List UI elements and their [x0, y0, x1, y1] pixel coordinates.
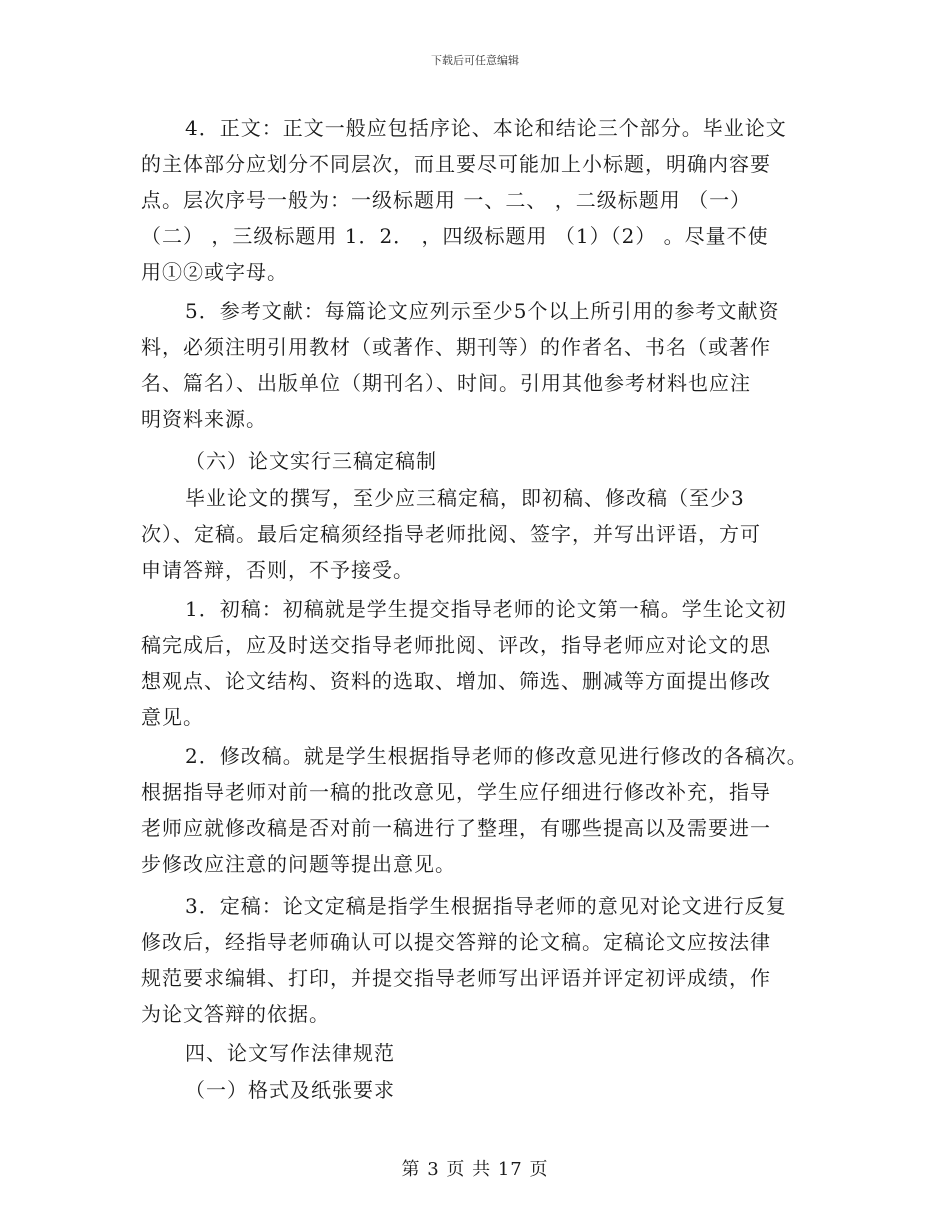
paragraph-line: 为论文答辩的依据。 — [141, 1002, 330, 1026]
paragraph-line: 稿完成后，应及时送交指导老师批阅、评改，指导老师应对论文的思 — [141, 633, 771, 657]
paragraph-line: 明资料来源。 — [141, 407, 267, 431]
paragraph-line: 用①②或字母。 — [141, 260, 288, 284]
paragraph-line: 想观点、论文结构、资料的选取、增加、筛选、删减等方面提出修改 — [141, 669, 771, 693]
paragraph-line: 料，必须注明引用教材（或著作、期刊等）的作者名、书名（或著作 — [141, 335, 771, 359]
paragraph-line: 1．初稿：初稿就是学生提交指导老师的论文第一稿。学生论文初 — [185, 597, 787, 621]
paragraph-line: 5．参考文献：每篇论文应列示至少5个以上所引用的参考文献资 — [185, 299, 780, 323]
paragraph-line: 次）、定稿。最后定稿须经指导老师批阅、签字，并写出评语，方可 — [141, 522, 761, 546]
page-number-footer: 第 3 页 共 17 页 — [401, 1159, 549, 1180]
section-heading: 四、论文写作法律规范 — [185, 1041, 395, 1065]
paragraph-line: 的主体部分应划分不同层次，而且要尽可能加上小标题，明确内容要 — [141, 152, 771, 176]
section-heading: （六）论文实行三稿定稿制 — [185, 449, 437, 473]
paragraph-line: 点。层次序号一般为：一级标题用 一、二、 ，二级标题用 （一） — [141, 188, 752, 212]
paragraph-line: 根据指导老师对前一稿的批改意见，学生应仔细进行修改补充，指导 — [141, 780, 771, 804]
paragraph-line: 名、篇名）、出版单位（期刊名）、时间。引用其他参考材料也应注 — [141, 371, 751, 395]
page-header-note: 下载后可任意编辑 — [431, 54, 519, 67]
paragraph-line: 4．正文：正文一般应包括序论、本论和结论三个部分。毕业论文 — [185, 116, 787, 140]
paragraph-line: （二） ，三级标题用 1．2． ，四级标题用 （1）（2） 。尽量不使 — [141, 224, 769, 248]
paragraph-line: 3．定稿：论文定稿是指学生根据指导老师的意见对论文进行反复 — [185, 894, 787, 918]
paragraph-line: 规范要求编辑、打印，并提交指导老师写出评语并评定初评成绩，作 — [141, 966, 771, 990]
paragraph-line: 2．修改稿。就是学生根据指导老师的修改意见进行修改的各稿次。 — [185, 744, 808, 768]
paragraph-line: 修改后，经指导老师确认可以提交答辩的论文稿。定稿论文应按法律 — [141, 930, 771, 954]
paragraph-line: 步修改应注意的问题等提出意见。 — [141, 852, 456, 876]
paragraph-line: 申请答辩，否则，不予接受。 — [141, 558, 414, 582]
paragraph-line: 意见。 — [141, 705, 204, 729]
paragraph-line: 老师应就修改稿是否对前一稿进行了整理，有哪些提高以及需要进一 — [141, 816, 771, 840]
paragraph-line: 毕业论文的撰写，至少应三稿定稿，即初稿、修改稿（至少3 — [185, 486, 745, 510]
subsection-heading: （一）格式及纸张要求 — [185, 1078, 395, 1102]
